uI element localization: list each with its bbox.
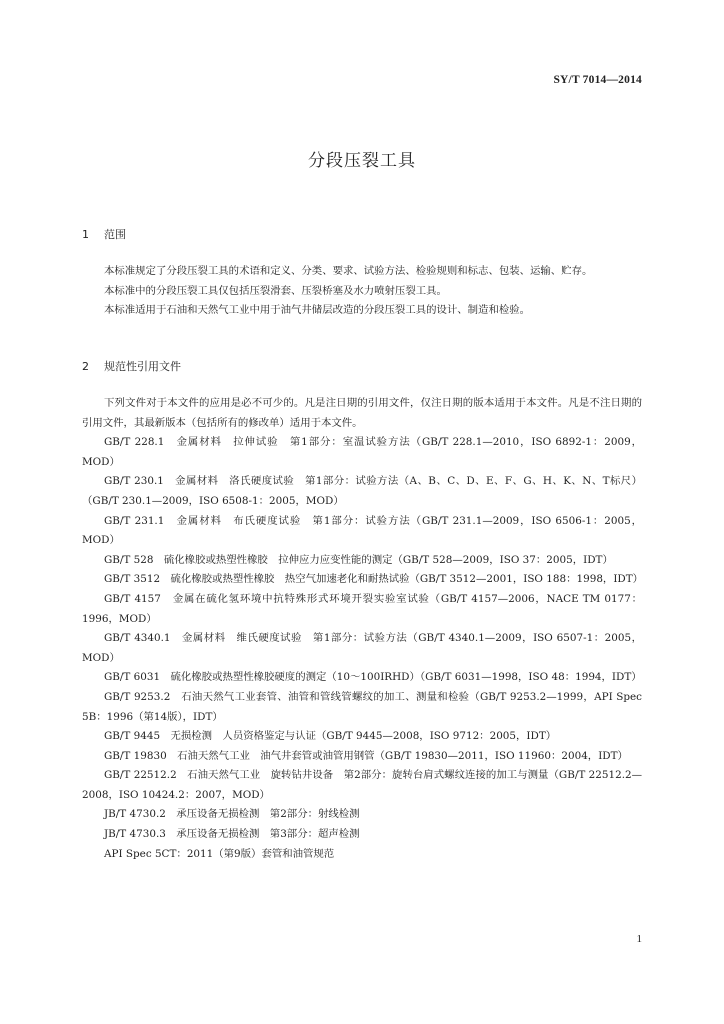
reference-entry: GB/T 6031 硫化橡胶或热塑性橡胶硬度的测定（10～100IRHD）（GB/T 6031—1998，ISO 48：1994，IDT） — [104, 671, 642, 684]
section-number: 2 — [82, 360, 89, 373]
reference-entry: GB/T 231.1 金属材料 布氏硬度试验 第1部分：试验方法（GB/T 231.1—2009，ISO 6506-1：2005，MOD） — [82, 514, 642, 547]
section-title: 范围 — [104, 228, 126, 241]
paragraph: 下列文件对于本文件的应用是必不可少的。凡是注日期的引用文件，仅注日期的版本适用于本文件。凡是不注日期的引用文件，其最新版本（包括所有的修改单）适用于本文件。 — [82, 397, 642, 429]
section-2-heading — [82, 358, 181, 374]
reference-entry: GB/T 19830 石油天然气工业 油气井套管或油管用钢管（GB/T 19830—2011，ISO 11960：2004，IDT） — [104, 749, 628, 762]
reference-entry: GB/T 9253.2 石油天然气工业套管、油管和管线管螺纹的加工、测量和检验（GB/T 9253.2—1999，API Spec 5B：1996（第14版），IDT） — [82, 690, 642, 723]
reference-entry: GB/T 528 硫化橡胶或热塑性橡胶 拉伸应力应变性能的测定（GB/T 528—2009，ISO 37：2005，IDT） — [104, 553, 613, 566]
reference-entry: GB/T 230.1 金属材料 洛氏硬度试验 第1部分：试验方法（A、B、C、D、E、F、G、H、K、N、T标尺）（GB/T 230.1—2009，ISO 6508-1：2005，MOD） — [82, 475, 642, 507]
page-number: 1 — [636, 933, 642, 945]
reference-entry: GB/T 9445 无损检测 人员资格鉴定与认证（GB/T 9445—2008，ISO 9712：2005，IDT） — [104, 730, 557, 743]
section-number: 1 — [82, 228, 89, 241]
reference-entry: JB/T 4730.3 承压设备无损检测 第3部分：超声检测 — [104, 828, 360, 841]
reference-entry: GB/T 3512 硫化橡胶或热塑性橡胶 热空气加速老化和耐热试验（GB/T 3512—2001，ISO 188：1998，IDT） — [104, 573, 644, 586]
section-title: 规范性引用文件 — [104, 360, 181, 373]
paragraph: 本标准中的分段压裂工具仅包括压裂滑套、压裂桥塞及水力喷射压裂工具。 — [104, 284, 447, 297]
reference-entry: API Spec 5CT：2011（第9版）套管和油管规范 — [104, 847, 335, 860]
reference-entry: GB/T 4340.1 金属材料 维氏硬度试验 第1部分：试验方法（GB/T 4340.1—2009，ISO 6507-1：2005，MOD） — [82, 632, 642, 664]
section-1-body — [82, 262, 642, 321]
section-1-heading — [82, 226, 126, 242]
standard-code: SY/T 7014—2014 — [553, 74, 642, 86]
section-2-body — [82, 394, 642, 864]
reference-entry: GB/T 4157 金属在硫化氢环境中抗特殊形式环境开裂实验室试验（GB/T 4157—2006，NACE TM 0177：1996，MOD） — [82, 592, 642, 625]
paragraph: 本标准适用于石油和天然气工业中用于油气井储层改造的分段压裂工具的设计、制造和检验。 — [104, 304, 531, 317]
paragraph: 本标准规定了分段压裂工具的术语和定义、分类、要求、试验方法、检验规则和标志、包装、运输、贮存。 — [104, 265, 593, 277]
reference-entry: GB/T 228.1 金属材料 拉伸试验 第1部分：室温试验方法（GB/T 228.1—2010，ISO 6892-1：2009，MOD） — [82, 436, 642, 468]
reference-entry: JB/T 4730.2 承压设备无损检测 第2部分：射线检测 — [104, 808, 360, 821]
reference-entry: GB/T 22512.2 石油天然气工业 旋转钻井设备 第2部分：旋转台肩式螺纹连接的加工与测量（GB/T 22512.2—2008，ISO 10424.2：2007，MOD） — [82, 769, 642, 801]
document-title: 分段压裂工具 — [308, 151, 416, 171]
